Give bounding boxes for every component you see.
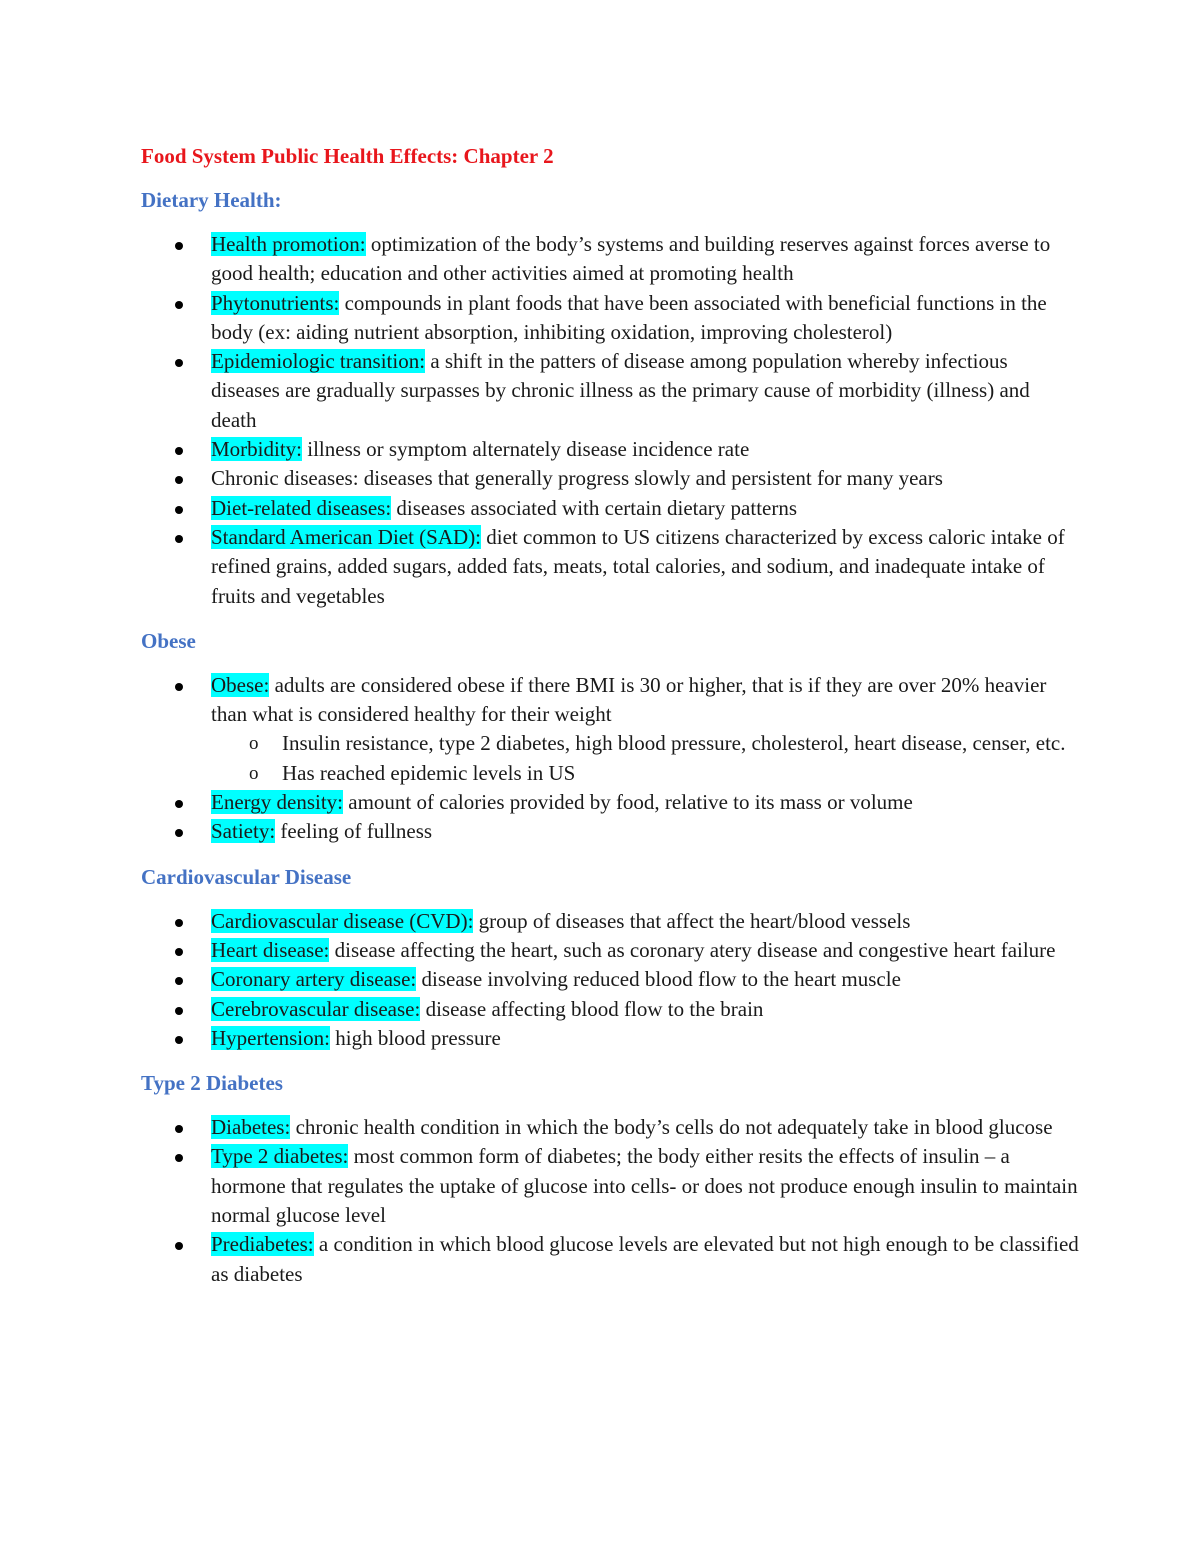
- list-item: [141, 671, 1080, 788]
- definition-text: a shift in the patters of disease among population whereby infectious diseases are gradually surpasses by chronic illness as the primary cause of morbidity (illness) and death: [211, 349, 1030, 432]
- list-item: [141, 523, 1080, 611]
- definition-text: a condition in which blood glucose levels are elevated but not high enough to be classified as diabetes: [211, 1232, 1079, 1286]
- bullet-dot-icon: [175, 829, 183, 837]
- definition-text: adults are considered obese if there BMI is 30 or higher, that is if they are over 20% heavier than what is considered healthy for their weight: [211, 672, 1047, 727]
- definition-text: Chronic diseases: diseases that generally progress slowly and persistent for many years: [211, 466, 943, 491]
- list-item: [141, 1113, 1080, 1142]
- list-item: [141, 1230, 1080, 1289]
- bullet-dot-icon: [175, 242, 183, 250]
- definition-text: optimization of the body’s systems and building reserves against forces averse to good health; education and other activities aimed at promoting health: [211, 232, 1051, 286]
- list-item: [141, 788, 1080, 817]
- list-item: [141, 965, 1080, 994]
- bullet-dot-icon: [175, 683, 183, 691]
- list-item: [141, 995, 1080, 1024]
- list-item: [141, 230, 1080, 289]
- bullet-dot-icon: [175, 977, 183, 985]
- document-title: Food System Public Health Effects: Chapter 2: [141, 144, 554, 168]
- definition-text: amount of calories provided by food, relative to its mass or volume: [343, 790, 913, 815]
- bullet-dot-icon: [175, 1125, 183, 1133]
- bullet-list-dietary-health: [141, 230, 1080, 611]
- highlighted-term: Prediabetes:: [211, 1232, 314, 1257]
- bullet-dot-icon: [175, 1242, 183, 1250]
- list-item: [141, 494, 1080, 523]
- bullet-dot-icon: [175, 447, 183, 455]
- bullet-list-diabetes: [141, 1113, 1080, 1289]
- sub-list: [211, 729, 1080, 788]
- section-heading-cardiovascular-disease: Cardiovascular Disease: [141, 864, 352, 889]
- list-item: [141, 435, 1080, 464]
- section-heading-dietary-health: Dietary Health:: [141, 188, 282, 212]
- highlighted-term: Diet-related diseases:: [211, 495, 392, 520]
- section-heading-type-2-diabetes: Type 2 Diabetes: [141, 1071, 283, 1096]
- highlighted-term: Health promotion:: [211, 232, 366, 256]
- highlighted-term: Energy density:: [211, 790, 344, 815]
- list-item: [141, 1024, 1080, 1053]
- bullet-dot-icon: [175, 301, 183, 309]
- definition-text: disease affecting the heart, such as coronary atery disease and congestive heart failure: [329, 937, 1056, 962]
- highlighted-term: Morbidity:: [211, 437, 303, 462]
- definition-text: feeling of fullness: [275, 819, 433, 844]
- list-item: [141, 1142, 1080, 1230]
- bullet-dot-icon: [175, 506, 183, 514]
- bullet-list-obese: [141, 671, 1080, 847]
- highlighted-term: Heart disease:: [211, 937, 330, 962]
- list-item: [141, 817, 1080, 846]
- definition-text: group of diseases that affect the heart/blood vessels: [473, 908, 911, 933]
- bullet-dot-icon: [175, 476, 183, 484]
- definition-text: chronic health condition in which the body’s cells do not adequately take in blood glucose: [290, 1115, 1053, 1140]
- definition-text: diseases associated with certain dietary patterns: [391, 495, 798, 520]
- highlighted-term: Type 2 diabetes:: [211, 1144, 349, 1169]
- highlighted-term: Coronary artery disease:: [211, 967, 417, 992]
- highlighted-term: Standard American Diet (SAD):: [211, 524, 482, 549]
- sub-list-item: [211, 729, 1080, 758]
- highlighted-term: Cardiovascular disease (CVD):: [211, 908, 474, 933]
- definition-text: diet common to US citizens characterized by excess caloric intake of refined grains, added sugars, added fats, meats, total calories, and sodium, and inadequate intake of fruits and vegetables: [211, 524, 1065, 608]
- bullet-dot-icon: [175, 919, 183, 927]
- highlighted-term: Obese:: [211, 672, 270, 697]
- list-item: [141, 936, 1080, 965]
- circle-bullet-icon: o: [249, 762, 259, 784]
- bullet-dot-icon: [175, 1154, 183, 1162]
- definition-text: illness or symptom alternately disease incidence rate: [302, 437, 750, 462]
- list-item: [141, 347, 1080, 435]
- list-item: [141, 464, 1080, 493]
- highlighted-term: Satiety:: [211, 819, 276, 844]
- sub-item-text: Insulin resistance, type 2 diabetes, high blood pressure, cholesterol, heart disease, censer, etc.: [282, 731, 1066, 756]
- bullet-dot-icon: [175, 1007, 183, 1015]
- sub-item-text: Has reached epidemic levels in US: [282, 760, 576, 785]
- definition-text: disease involving reduced blood flow to the heart muscle: [416, 967, 901, 992]
- bullet-dot-icon: [175, 359, 183, 367]
- highlighted-term: Diabetes:: [211, 1115, 291, 1140]
- sub-list-item: [211, 759, 1080, 788]
- highlighted-term: Hypertension:: [211, 1025, 330, 1050]
- highlighted-term: Phytonutrients:: [211, 290, 340, 315]
- bullet-dot-icon: [175, 800, 183, 808]
- definition-text: high blood pressure: [329, 1025, 501, 1050]
- bullet-dot-icon: [175, 948, 183, 956]
- circle-bullet-icon: o: [249, 733, 259, 755]
- bullet-list-cardiovascular: [141, 907, 1080, 1053]
- bullet-dot-icon: [175, 1036, 183, 1044]
- bullet-dot-icon: [175, 535, 183, 543]
- highlighted-term: Cerebrovascular disease:: [211, 996, 421, 1021]
- definition-text: disease affecting blood flow to the brain: [420, 996, 764, 1021]
- list-item: [141, 907, 1080, 936]
- list-item: [141, 289, 1080, 348]
- section-heading-obese: Obese: [141, 628, 196, 653]
- definition-text: compounds in plant foods that have been associated with beneficial functions in the body (ex: aiding nutrient absorption, inhibiting oxidation, improving cholesterol): [211, 290, 1047, 344]
- highlighted-term: Epidemiologic transition:: [211, 349, 426, 374]
- definition-text: most common form of diabetes; the body either resits the effects of insulin – a hormone that regulates the uptake of glucose into cells- or does not produce enough insulin to maintain normal glucose level: [211, 1144, 1078, 1228]
